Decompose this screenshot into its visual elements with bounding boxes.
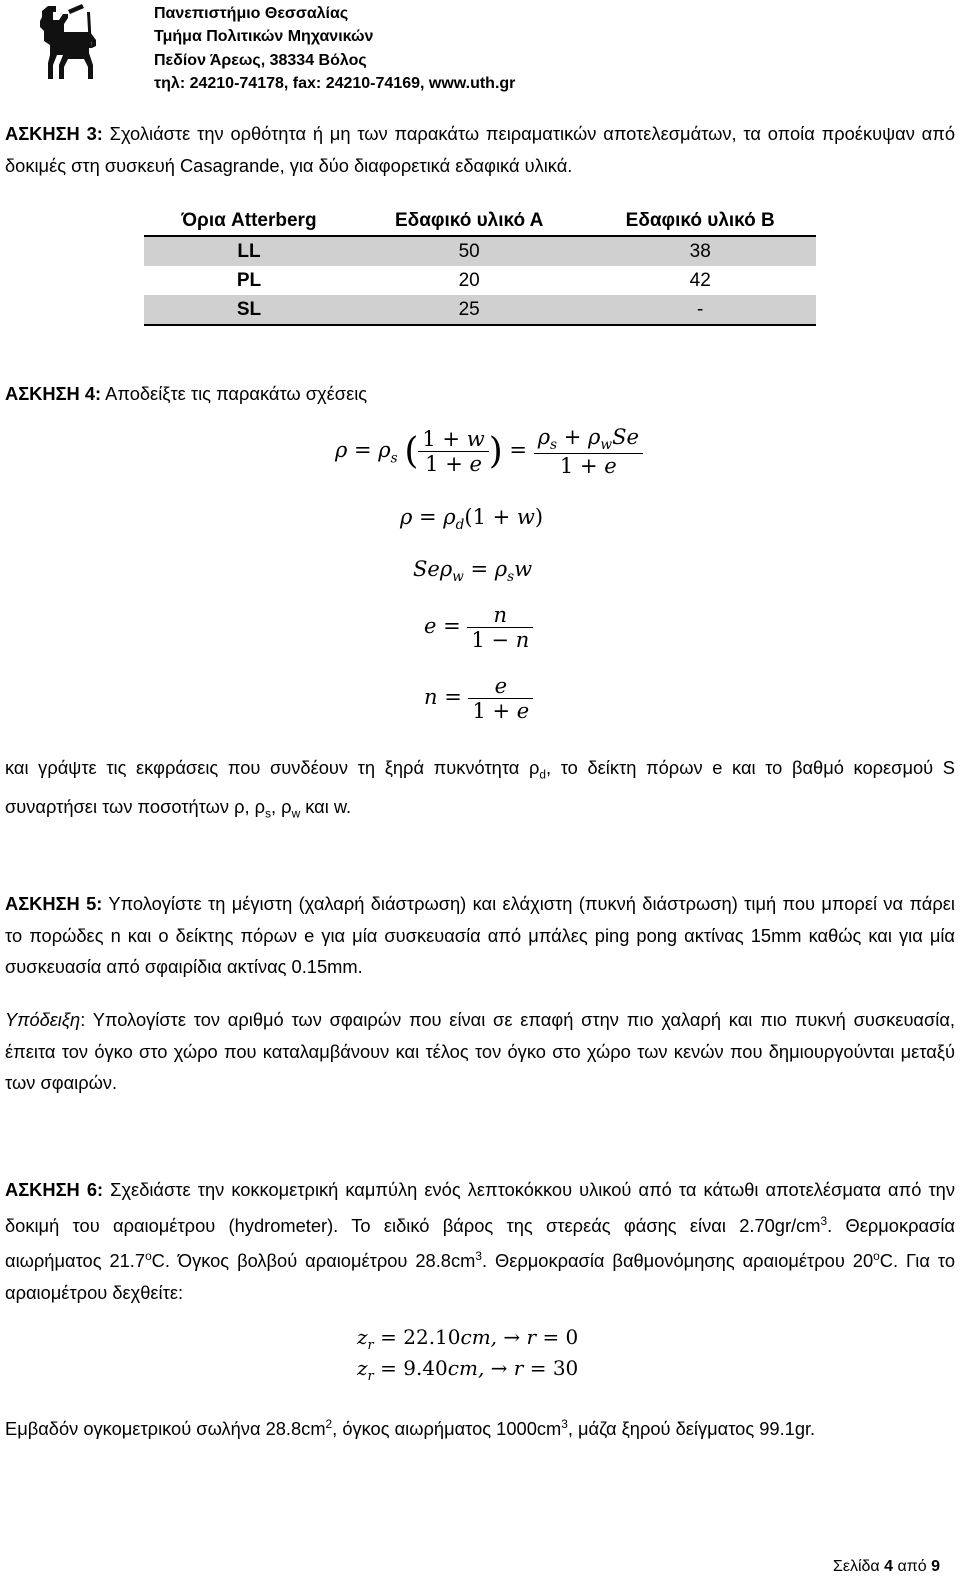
hydrometer-equation-1: $z_r = 22.10cm$, → r = 0 bbox=[357, 1325, 579, 1353]
superscript: o bbox=[145, 1249, 152, 1264]
table-row bbox=[144, 295, 816, 325]
footer-text: από bbox=[893, 1558, 932, 1575]
table-cell: SL bbox=[144, 295, 354, 325]
table-row bbox=[144, 236, 816, 266]
table-cell: 50 bbox=[354, 236, 584, 266]
table-header: Εδαφικό υλικό Α bbox=[354, 206, 584, 236]
superscript: o bbox=[873, 1249, 880, 1264]
text-segment: και w. bbox=[300, 796, 352, 818]
exercise-6 bbox=[5, 1174, 955, 1308]
hydrometer-equation-2: $z_r = 9.40cm$, → r = 30 bbox=[357, 1356, 579, 1384]
exercise-3-label: ΑΣΚΗΣΗ 3: bbox=[5, 123, 103, 144]
text-segment: , ρ bbox=[271, 796, 292, 818]
exercise-3 bbox=[5, 118, 955, 181]
table-cell: 25 bbox=[354, 295, 584, 325]
exercise-4-continuation bbox=[5, 752, 955, 830]
table-header: Όρια Atterberg bbox=[144, 206, 354, 236]
atterberg-table bbox=[144, 206, 816, 326]
text-segment: , μάζα ξηρού δείγματος 99.1gr. bbox=[567, 1418, 816, 1440]
exercise-4 bbox=[5, 378, 955, 410]
equation-density: $\rho = \rho_s$ ( $\frac{1 + w}{1 + e}$ ) = $\frac{\rho_s + \rho_wSe}{1 + e}$ bbox=[335, 425, 643, 478]
subscript: d bbox=[539, 767, 547, 782]
equation-dry-density: $\rho = \rho_d(1 + w)$ bbox=[400, 505, 544, 534]
table-header: Εδαφικό υλικό Β bbox=[584, 206, 816, 236]
subscript: w bbox=[291, 806, 301, 821]
exercise-3-text: Σχολιάστε την ορθότητα ή μη των παρακάτω πειραματικών αποτελεσμάτων, τα οποία προέκυψαν από δοκιμές στη συσκευή Casagrande, για δύο διαφορετικά εδαφικά υλικά. bbox=[5, 123, 955, 176]
page-footer bbox=[833, 1558, 940, 1576]
table-cell: LL bbox=[144, 236, 354, 266]
university-logo bbox=[8, 0, 108, 94]
exercise-5-label: ΑΣΚΗΣΗ 5: bbox=[5, 893, 103, 914]
exercise-4-text: Αποδείξτε τις παρακάτω σχέσεις bbox=[101, 383, 368, 404]
subscript: s bbox=[265, 806, 271, 821]
superscript: 2 bbox=[325, 1417, 333, 1431]
page-number: 4 bbox=[884, 1558, 894, 1575]
exercise-6-data bbox=[5, 1409, 955, 1445]
text-segment: . Θερμοκρασία αιωρήματος 21.7 bbox=[5, 1214, 955, 1272]
equation-saturation: $Se\rho_w = \rho_sw$ bbox=[413, 557, 533, 586]
header-university: Πανεπιστήμιο Θεσσαλίας bbox=[154, 5, 349, 22]
university-header bbox=[154, 2, 515, 95]
text-segment: . Θερμοκρασία βαθμονόμησης αραιομέτρου 20 bbox=[481, 1250, 874, 1272]
exercise-5-text: Υπολογίστε τη μέγιστη (χαλαρή διάστρωση) και ελάχιστη (πυκνή διάστρωση) τιμή που μπορεί να πάρει το πορώδες n και ο δείκτης πόρων e για μία συσκευασία από μπάλες ping pong ακτίνας 15mm καθώς και για μία συσκευασία από σφαιρίδια ακτίνας 0.15mm. bbox=[5, 893, 955, 977]
exercise-4-label: ΑΣΚΗΣΗ 4: bbox=[5, 383, 102, 404]
table-cell: - bbox=[584, 295, 816, 325]
header-contact: τηλ: 24210-74178, fax: 24210-74169, www.uth.gr bbox=[154, 74, 516, 92]
text-segment: C. Όγκος βολβού αραιομέτρου 28.8cm bbox=[151, 1250, 476, 1272]
equation-void-ratio: e = $\frac{n}{1 - n}$ bbox=[424, 603, 533, 652]
table-row bbox=[144, 266, 816, 295]
text-segment: Εμβαδόν ογκομετρικού σωλήνα 28.8cm bbox=[5, 1418, 326, 1440]
text-segment: C. Για το αραιομέτρου δεχθείτε: bbox=[5, 1250, 955, 1303]
exercise-6-label: ΑΣΚΗΣΗ 6: bbox=[5, 1179, 104, 1200]
hint-text: : Υπολογίστε τον αριθμό των σφαιρών που είναι σε επαφή στην πιο χαλαρή και πιο πυκνή συσκευασία, έπειτα τον όγκο στο χώρο που καταλαμβάνουν και τέλος τον όγκο στο χώρο των κενών που δημιουργούνται μεταξύ των σφαιρών. bbox=[5, 1009, 955, 1093]
superscript: 3 bbox=[561, 1417, 568, 1431]
equation-porosity: n = $\frac{e}{1 + e}$ bbox=[424, 674, 533, 723]
footer-text: Σελίδα bbox=[832, 1558, 885, 1575]
text-segment: , όγκος αιωρήματος 1000cm bbox=[332, 1418, 562, 1440]
table-cell: 42 bbox=[689, 269, 711, 291]
header-address: Πεδίον Άρεως, 38334 Βόλος bbox=[154, 51, 367, 69]
superscript: 3 bbox=[475, 1249, 482, 1264]
hint-label: Υπόδειξη bbox=[5, 1009, 81, 1030]
table-cell: 38 bbox=[584, 236, 816, 266]
text-segment: , το δείκτη πόρων e και το βαθμό κορεσμού S συναρτήσει των ποσοτήτων ρ, ρ bbox=[5, 757, 955, 818]
exercise-5-hint bbox=[5, 1004, 955, 1099]
exercise-5 bbox=[5, 888, 955, 983]
page-total: 9 bbox=[931, 1558, 940, 1575]
header-department: Τμήμα Πολιτικών Μηχανικών bbox=[154, 28, 374, 46]
table-cell: 20 bbox=[458, 269, 480, 291]
table-cell: PL bbox=[236, 269, 262, 291]
text-segment: Σχεδιάστε την κοκκομετρική καμπύλη ενός λεπτοκόκκου υλικού από τα κάτωθι αποτελέσματα από την δοκιμή του αραιομέτρου (hydrometer). Το ειδικό βάρος της στερεάς φάσης είναι 2.70gr/cm bbox=[5, 1179, 955, 1236]
superscript: 3 bbox=[820, 1213, 828, 1228]
text-segment: και γράψτε τις εκφράσεις που συνδέουν τη ξηρά πυκνότητα ρ bbox=[5, 757, 540, 778]
